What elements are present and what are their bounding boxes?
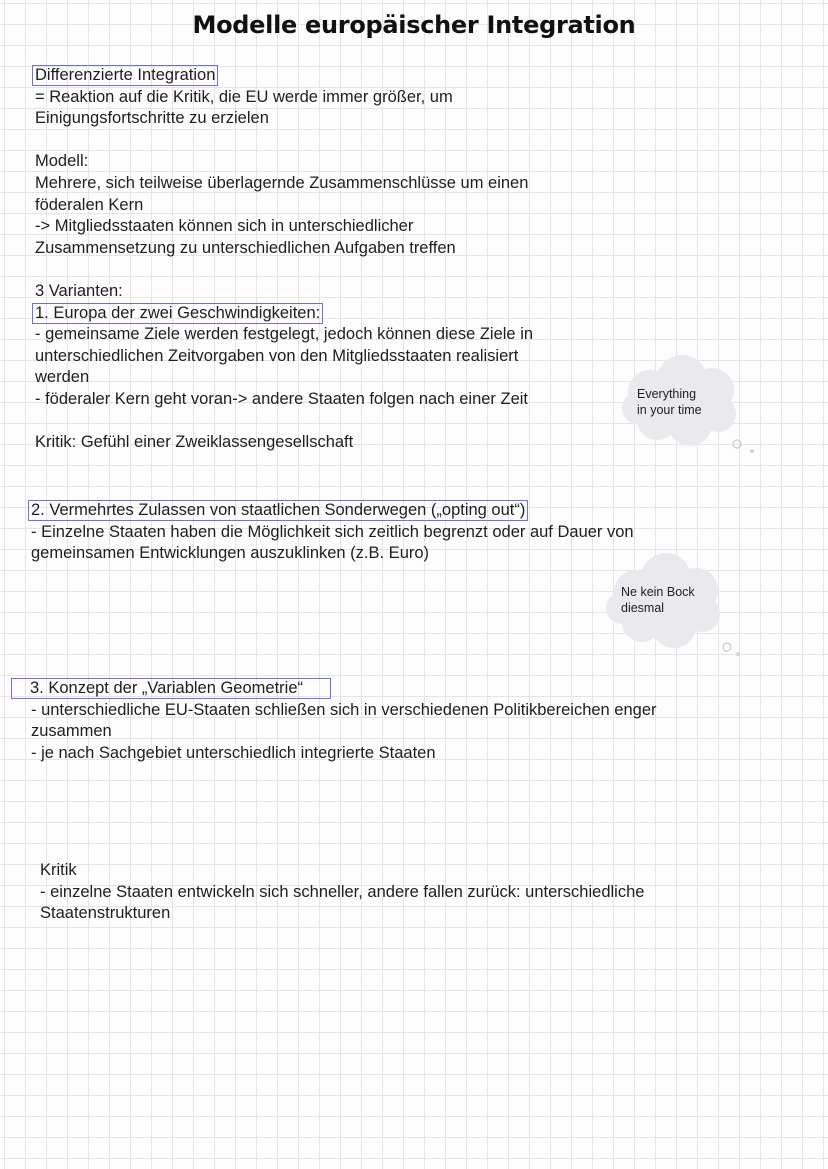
model-line: -> Mitgliedsstaaten können sich in unterschiedlicher xyxy=(35,217,414,236)
variant-3-line: - je nach Sachgebiet unterschiedlich integrierte Staaten xyxy=(31,743,436,762)
heading-variant-3: 3. Konzept der „Variablen Geometrie“ xyxy=(11,678,331,699)
critique-line: - einzelne Staaten entwickeln sich schneller, andere fallen zurück: unterschiedliche xyxy=(40,882,645,901)
variant-3-line: zusammen xyxy=(31,722,112,741)
model-line: Zusammensetzung zu unterschiedlichen Aufgaben treffen xyxy=(35,238,456,257)
definition-line: Einigungsfortschritte zu erzielen xyxy=(35,109,269,128)
heading-differentiated-integration: Differenzierte Integration xyxy=(32,65,218,86)
thought-bubble-2-text: Ne kein Bock diesmal xyxy=(621,585,695,615)
variant-1-line: - föderaler Kern geht voran-> andere Staaten folgen nach einer Zeit xyxy=(35,389,529,408)
variant-1-critique: Kritik: Gefühl einer Zweiklassengesellschaft xyxy=(35,433,354,452)
variant-1-line: unterschiedlichen Zeitvorgaben von den Mitgliedsstaaten realisiert xyxy=(35,346,519,365)
section-variant-3 xyxy=(31,678,657,764)
section-variant-2 xyxy=(31,500,634,565)
variant-3-line: - unterschiedliche EU-Staaten schließen sich in verschiedenen Politikbereichen enger xyxy=(31,700,657,719)
critique-label: Kritik xyxy=(40,861,77,879)
heading-variant-2: 2. Vermehrtes Zulassen von staatlichen Sonderwegen („opting out“) xyxy=(28,500,528,521)
heading-variant-1: 1. Europa der zwei Geschwindigkeiten: xyxy=(32,303,323,324)
definition-line: = Reaktion auf die Kritik, die EU werde immer größer, um xyxy=(35,87,453,106)
variant-2-line: - Einzelne Staaten haben die Möglichkeit sich zeitlich begrenzt oder auf Dauer von xyxy=(31,522,634,541)
critique-line: Staatenstrukturen xyxy=(40,904,171,923)
model-line: Mehrere, sich teilweise überlagernde Zusammenschlüsse um einen xyxy=(35,173,529,192)
variant-1-line: - gemeinsame Ziele werden festgelegt, jedoch können diese Ziele in xyxy=(35,325,534,344)
variants-label: 3 Varianten: xyxy=(35,281,123,300)
variant-2-line: gemeinsamen Entwicklungen auszuklinken (z.B. Euro) xyxy=(31,544,430,563)
model-label: Modell: xyxy=(35,152,89,171)
section-final-critique xyxy=(40,860,644,925)
thought-bubble-1-text: Everything in your time xyxy=(637,387,702,417)
model-line: föderalen Kern xyxy=(35,195,144,214)
section-differentiated-integration xyxy=(35,65,533,454)
variant-1-line: werden xyxy=(35,368,90,387)
page-title: Modelle europäischer Integration xyxy=(192,11,636,39)
